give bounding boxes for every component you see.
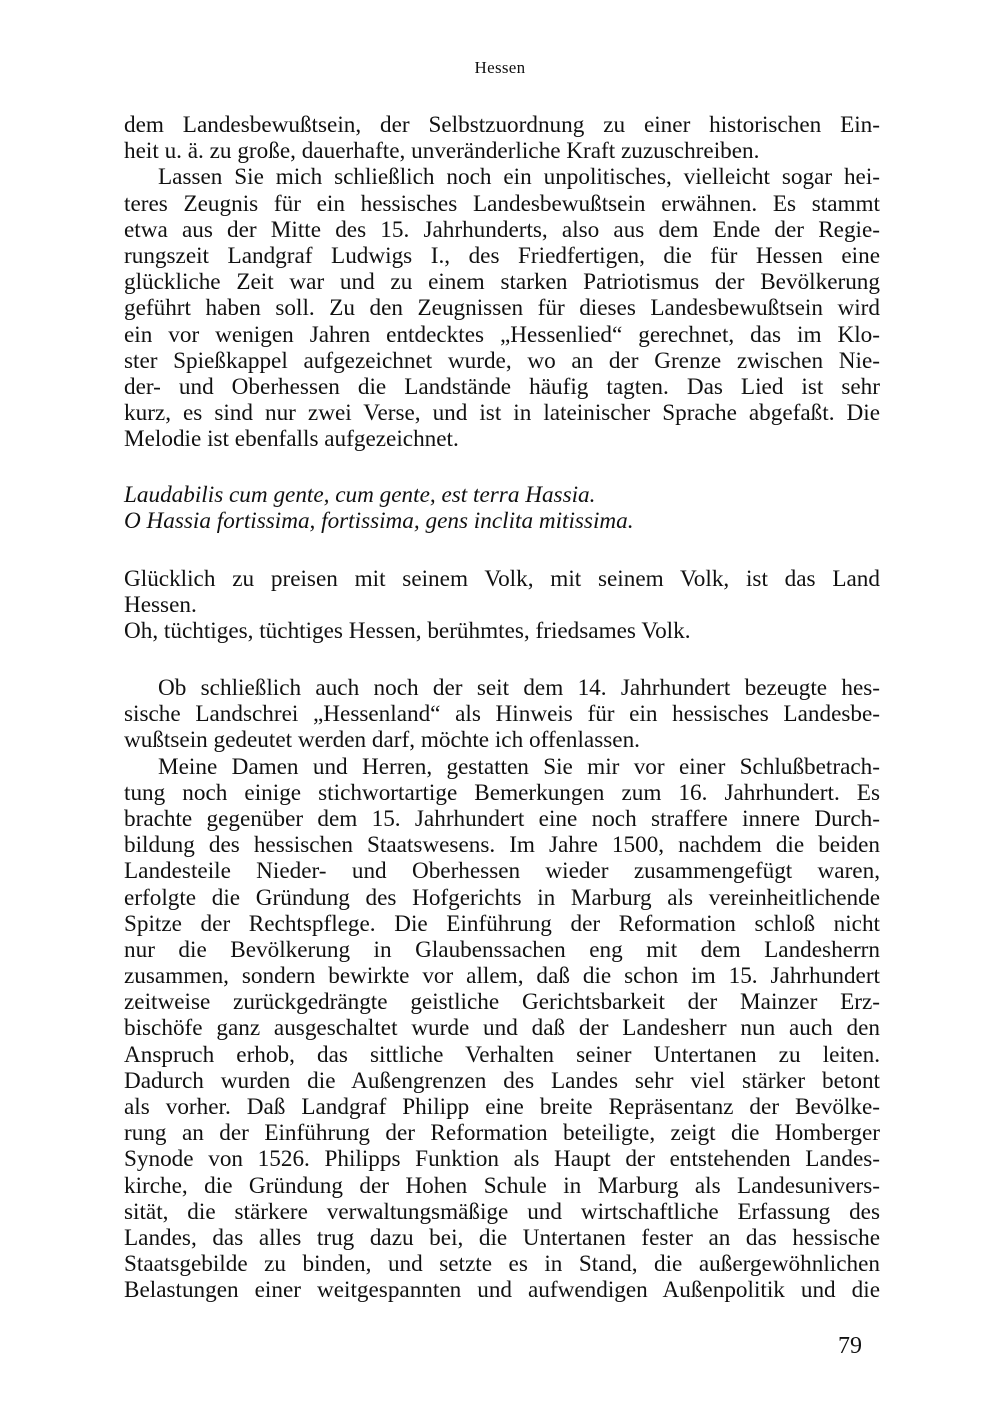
paragraph-block-1 [124,112,880,452]
text-line: zeitweise zurückgedrängte geistliche Gerichtsbarkeit der Mainzer Erz- [124,989,880,1016]
text-line: kirche, die Gründung der Hohen Schule in Marburg als Landesunivers- [124,1172,880,1199]
text-line: Dadurch wurden die Außengrenzen des Landes sehr viel stärker betont [124,1067,880,1094]
text-line: glückliche Zeit war und zu einem starken Patriotismus der Bevölkerung [124,269,880,296]
verse-translation [124,566,880,645]
text-line: sische Landschrei „Hessenland“ als Hinweis für ein hessisches Landesbe- [124,701,880,728]
text-line: Landesteile Nieder- und Oberhessen wieder zusammengefügt waren, [124,858,880,885]
text-line: teres Zeugnis für ein hessisches Landesbewußtsein erwähnen. Es stammt [124,190,880,217]
text-line: dem Landesbewußtsein, der Selbstzuordnung zu einer historischen Ein- [124,112,880,138]
text-line: Melodie ist ebenfalls aufgezeichnet. [124,426,459,453]
text-line: geführt haben soll. Zu den Zeugnissen für dieses Landesbewußtsein wird [124,295,880,322]
latin-verse [124,482,880,534]
text-line: zusammen, sondern bewirkte vor allem, daß die schon im 15. Jahrhundert [124,963,880,990]
running-head: Hessen [474,58,526,77]
text-line: Spitze der Rechtspflege. Die Einführung der Reformation schloß nicht [124,910,880,937]
verse-line: Laudabilis cum gente, cum gente, est terra Hassia. [124,482,596,508]
text-line: bischöfe ganz ausgeschaltet wurde und daß der Landesherr nun auch den [124,1015,880,1042]
text-line: erfolgte die Gründung des Hofgerichts in Marburg als vereinheitlichende [124,884,880,911]
text-line: rungszeit Landgraf Ludwigs I., des Friedfertigen, die für Hessen eine [124,242,880,269]
text-line: tung noch einige stichwortartige Bemerkungen zum 16. Jahrhundert. Es [124,779,880,806]
text-line: nur die Bevölkerung in Glaubenssachen eng mit dem Landesherrn [124,936,880,963]
text-line: bildung des hessischen Staatswesens. Im Jahre 1500, nachdem die beiden [124,832,880,859]
translation-line: Oh, tüchtiges, tüchtiges Hessen, berühmtes, friedsames Volk. [124,618,691,645]
translation-line: Hessen. [124,592,197,619]
page-number: 79 [838,1333,862,1359]
text-line: Meine Damen und Herren, gestatten Sie mir vor einer Schlußbetrach- [158,753,880,780]
text-line: brachte gegenüber dem 15. Jahrhundert eine noch straffere innere Durch- [124,805,880,832]
text-line: der- und Oberhessen die Landstände häufig tagten. Das Lied ist sehr [124,373,880,400]
text-line: ein vor wenigen Jahren entdecktes „Hessenlied“ gerechnet, das im Klo- [124,321,880,348]
translation-line: Glücklich zu preisen mit seinem Volk, mit seinem Volk, ist das Land [124,566,880,592]
text-line: rung an der Einführung der Reformation beteiligte, zeigt die Homberger [124,1120,880,1147]
text-line: Belastungen einer weitgespannten und aufwendigen Außenpolitik und die [124,1277,880,1304]
paragraph-block-2 [124,675,880,1304]
text-line: etwa aus der Mitte des 15. Jahrhunderts, also aus dem Ende der Regie- [124,216,880,243]
text-line: Ob schließlich auch noch der seit dem 14. Jahrhundert bezeugte hes- [158,675,880,701]
text-line: kurz, es sind nur zwei Verse, und ist in lateinischer Sprache abgefaßt. Die [124,400,880,427]
text-line: Anspruch erhob, das sittliche Verhalten seiner Untertanen zu leiten. [124,1041,880,1068]
text-line: Synode von 1526. Philipps Funktion als Haupt der entstehenden Landes- [124,1146,880,1173]
text-line: als vorher. Daß Landgraf Philipp eine breite Repräsentanz der Bevölke- [124,1094,880,1120]
text-line: ster Spießkappel aufgezeichnet wurde, wo an der Grenze zwischen Nie- [124,347,880,374]
text-line: wußtsein gedeutet werden darf, möchte ich offenlassen. [124,727,640,754]
text-line: Staatsgebilde zu binden, und setzte es in Stand, die außergewöhnlichen [124,1251,880,1278]
verse-line: O Hassia fortissima, fortissima, gens inclita mitissima. [124,508,634,535]
text-line: Lassen Sie mich schließlich noch ein unpolitisches, vielleicht sogar hei- [158,164,880,191]
text-line: heit u. ä. zu große, dauerhafte, unveränderliche Kraft zuzuschreiben. [124,138,760,165]
text-line: Landes, das alles trug dazu bei, die Untertanen fester an das hessische [124,1224,880,1251]
text-line: sität, die stärkere verwaltungsmäßige und wirtschaftliche Erfassung des [124,1198,880,1225]
